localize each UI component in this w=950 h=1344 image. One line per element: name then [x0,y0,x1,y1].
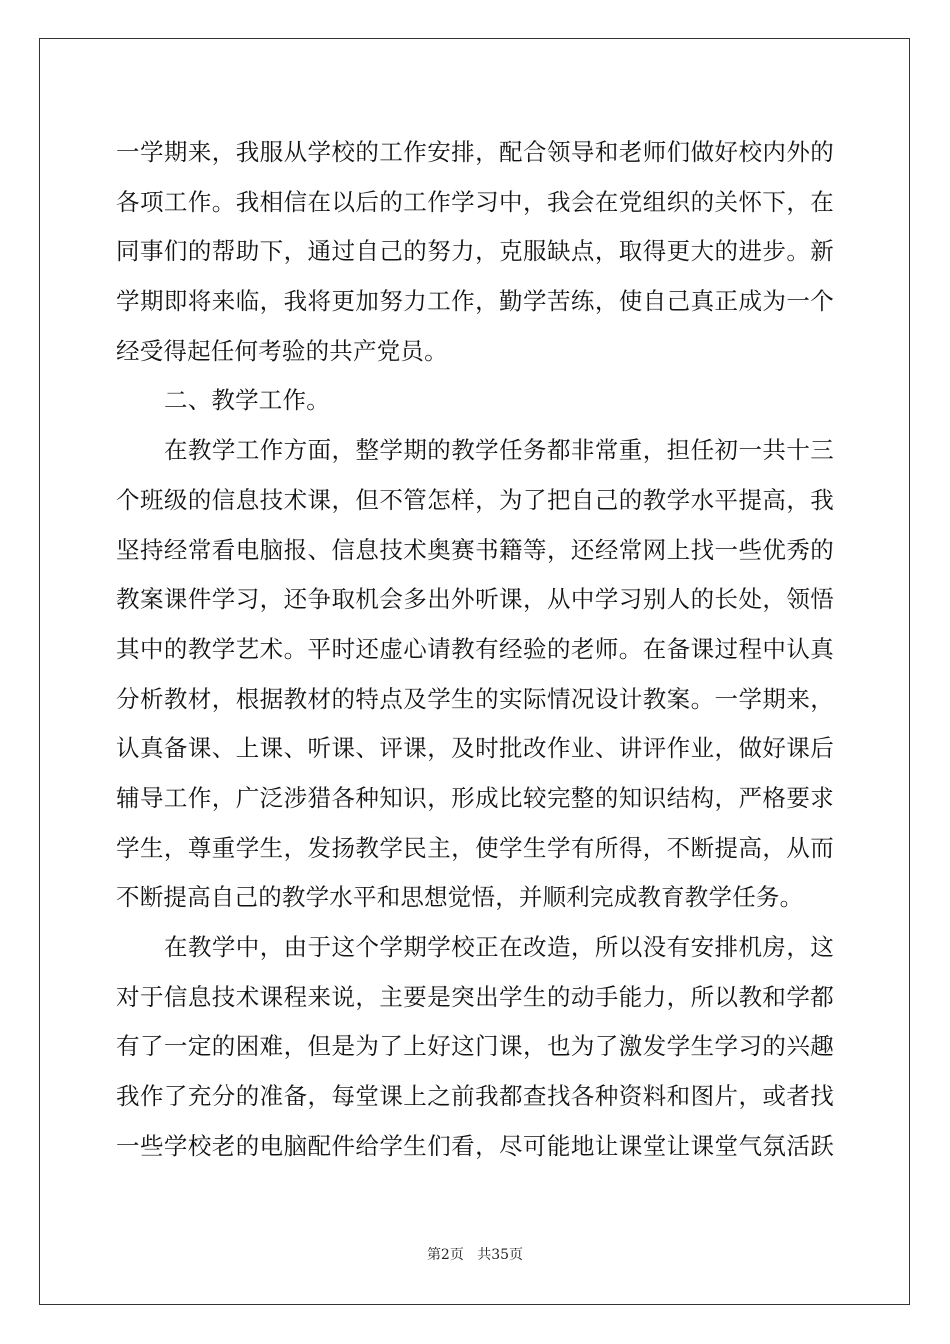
text-line: 学生，尊重学生，发扬教学民主，使学生学有所得，不断提高，从而 [116,833,834,862]
text-line: 分析教材，根据教材的特点及学生的实际情况设计教案。一学期来， [116,684,834,713]
page-number: 第2页 [426,1247,464,1263]
text-line: 个班级的信息技术课，但不管怎样，为了把自己的教学水平提高，我 [116,485,834,514]
text-line: 在教学中，由于这个学期学校正在改造，所以没有安排机房，这 [164,933,834,961]
text-line: 坚持经常看电脑报、信息技术奥赛书籍等，还经常网上找一些优秀的 [116,535,834,564]
text-line: 不断提高自己的教学水平和思想觉悟，并顺利完成教育教学任务。 [116,883,804,912]
text-line: 对于信息技术课程来说，主要是突出学生的动手能力，所以教和学都 [116,982,834,1011]
text-line: 学期即将来临，我将更加努力工作，勤学苦练，使自己真正成为一个 [116,287,834,316]
text-line: 各项工作。我相信在以后的工作学习中，我会在党组织的关怀下，在 [116,187,834,216]
page-footer [0,1245,950,1265]
text-line: 同事们的帮助下，通过自己的努力，克服缺点，取得更大的进步。新 [116,237,834,266]
text-line: 辅导工作，广泛涉猎各种知识，形成比较完整的知识结构，严格要求 [116,783,834,812]
document-body [116,128,834,1171]
page-total: 共35页 [477,1247,524,1263]
text-line: 在教学工作方面，整学期的教学任务都非常重，担任初一共十三 [164,436,834,465]
text-line: 教案课件学习，还争取机会多出外听课，从中学习别人的长处，领悟 [116,585,834,614]
text-line: 我作了充分的准备，每堂课上之前我都查找各种资料和图片，或者找 [116,1082,834,1111]
text-line: 一学期来，我服从学校的工作安排，配合领导和老师们做好校内外的 [116,138,834,166]
text-line: 经受得起任何考验的共产党员。 [116,336,448,365]
text-line: 一些学校老的电脑配件给学生们看，尽可能地让课堂让课堂气氛活跃 [116,1131,834,1160]
text-line: 其中的教学艺术。平时还虚心请教有经验的老师。在备课过程中认真 [116,634,834,663]
text-line: 认真备课、上课、听课、评课，及时批改作业、讲评作业，做好课后 [116,734,834,763]
section-heading: 二、教学工作。 [164,386,330,415]
text-line: 有了一定的困难，但是为了上好这门课，也为了激发学生学习的兴趣 [116,1032,834,1061]
